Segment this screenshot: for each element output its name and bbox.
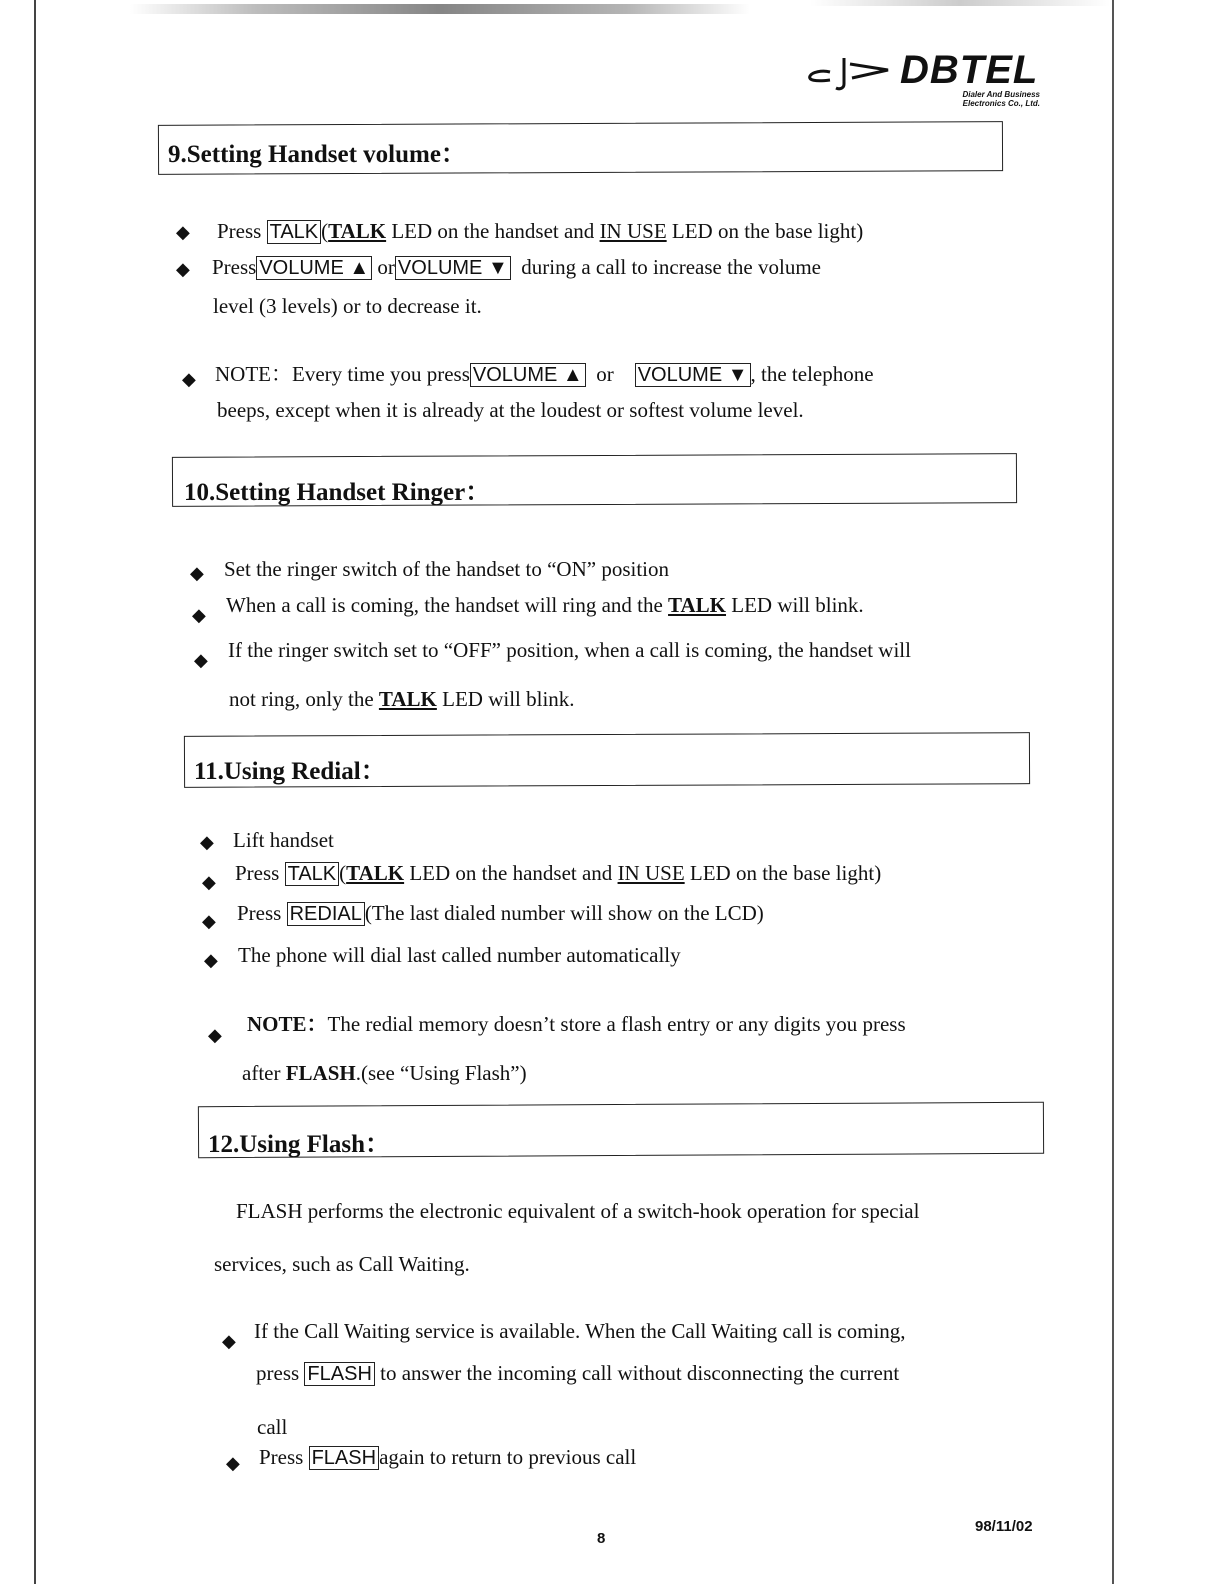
key-volume-up: VOLUME ▲	[256, 256, 372, 280]
s9-note: NOTE：Every time you press VOLUME ▲ or VOLUME ▼ , the telephone	[215, 362, 874, 386]
bullet-diamond-icon: ◆	[176, 222, 190, 242]
key-redial: REDIAL	[287, 902, 365, 926]
s10-bullet-1: Set the ringer switch of the handset to “ON” position	[224, 557, 669, 581]
logo-subtitle: Dialer And Business Electronics Co., Ltd.	[962, 90, 1040, 108]
s12-bullet-1-cont: press FLASH to answer the incoming call without disconnecting the current	[256, 1361, 900, 1385]
bullet-diamond-icon: ◆	[202, 872, 216, 892]
bullet-diamond-icon: ◆	[200, 832, 214, 852]
bullet-diamond-icon: ◆	[222, 1331, 236, 1351]
bullet-diamond-icon: ◆	[190, 563, 204, 583]
bullet-diamond-icon: ◆	[226, 1453, 240, 1473]
bullet-diamond-icon: ◆	[194, 650, 208, 670]
key-volume-down: VOLUME ▼	[635, 363, 751, 387]
key-volume-down: VOLUME ▼	[395, 256, 511, 280]
s10-bullet-3: If the ringer switch set to “OFF” position, when a call is coming, the handset will	[228, 638, 911, 662]
s11-note-cont: after FLASH.(see “Using Flash”)	[242, 1061, 527, 1085]
s10-bullet-3-cont: not ring, only the TALK LED will blink.	[229, 687, 575, 711]
bullet-diamond-icon: ◆	[204, 950, 218, 970]
s11-bullet-3: Press REDIAL (The last dialed number will show on the LCD)	[237, 901, 764, 925]
document-date: 98/11/02	[975, 1518, 1033, 1535]
s9-note-cont: beeps, except when it is already at the loudest or softest volume level.	[217, 398, 804, 422]
scan-artifact-top-right	[810, 0, 1110, 6]
bullet-diamond-icon: ◆	[208, 1025, 222, 1045]
s9-bullet-2: Press VOLUME ▲ or VOLUME ▼ during a call to increase the volume	[212, 255, 821, 279]
section-9-title: 9.Setting Handset volume：	[168, 141, 466, 168]
company-logo	[800, 48, 1040, 118]
s11-bullet-2: Press TALK (TALK LED on the handset and IN USE LED on the base light)	[235, 861, 882, 885]
logo-mark-icon	[800, 52, 890, 92]
bullet-diamond-icon: ◆	[202, 911, 216, 931]
bullet-diamond-icon: ◆	[176, 259, 190, 279]
page-edge-right	[1112, 0, 1114, 1584]
s12-bullet-1: If the Call Waiting service is available. When the Call Waiting call is coming,	[254, 1319, 906, 1343]
key-talk: TALK	[285, 862, 340, 886]
s12-bullet-2: Press FLASH again to return to previous call	[259, 1445, 637, 1469]
scan-artifact-top	[130, 4, 750, 14]
s11-note: NOTE：The redial memory doesn’t store a flash entry or any digits you press	[247, 1012, 906, 1036]
section-10-title: 10.Setting Handset Ringer：	[184, 479, 491, 506]
s12-paragraph-line-1: FLASH performs the electronic equivalent of a switch-hook operation for special	[236, 1199, 920, 1223]
key-flash: FLASH	[304, 1362, 374, 1386]
s9-bullet-2-cont: level (3 levels) or to decrease it.	[213, 294, 482, 318]
bullet-diamond-icon: ◆	[192, 605, 206, 625]
s9-bullet-1: Press TALK (TALK LED on the handset and IN USE LED on the base light)	[217, 219, 864, 243]
section-11-title: 11.Using Redial：	[194, 758, 386, 785]
key-volume-up: VOLUME ▲	[470, 363, 586, 387]
section-12-title: 12.Using Flash：	[208, 1131, 390, 1158]
s11-bullet-4: The phone will dial last called number automatically	[238, 943, 681, 967]
key-flash: FLASH	[309, 1446, 379, 1470]
s12-paragraph-line-2: services, such as Call Waiting.	[214, 1252, 470, 1276]
page-number: 8	[597, 1530, 606, 1547]
bullet-diamond-icon: ◆	[182, 369, 196, 389]
page-edge-left	[34, 0, 36, 1584]
s12-bullet-1-cont-2: call	[257, 1415, 288, 1439]
key-talk: TALK	[267, 220, 322, 244]
s10-bullet-2: When a call is coming, the handset will ring and the TALK LED will blink.	[226, 593, 864, 617]
logo-brand-text: DBTEL	[900, 48, 1039, 92]
s11-bullet-1: Lift handset	[233, 828, 334, 852]
